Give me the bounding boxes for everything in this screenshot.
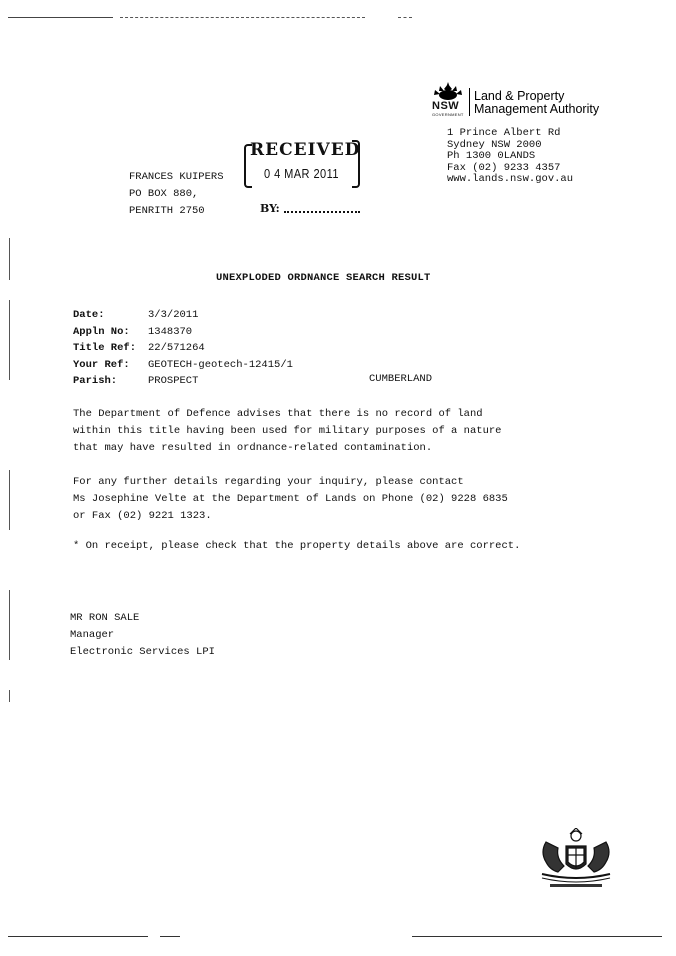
stamp-by-dotted-line (284, 211, 360, 213)
field-value: GEOTECH-geotech-12415/1 (148, 358, 293, 371)
scan-top-edge-right (398, 17, 412, 19)
coat-of-arms-icon (536, 828, 616, 890)
field-row (73, 373, 293, 390)
field-value: PROSPECT (148, 375, 199, 387)
signatory-name: MR RON SALE (70, 612, 140, 624)
search-details (73, 307, 293, 390)
signatory-department: Electronic Services LPI (70, 646, 215, 658)
field-label: Parish: (73, 375, 118, 387)
paragraph-line: or Fax (02) 9221 1323. (73, 510, 212, 522)
document-title: UNEXPLODED ORDNANCE SEARCH RESULT (216, 272, 431, 284)
scan-top-edge-left (8, 17, 113, 19)
field-row (73, 357, 293, 374)
scan-left-mark-5 (9, 690, 10, 702)
coat-of-arms-seal (536, 828, 616, 890)
field-label: Your Ref: (73, 358, 130, 371)
county-value: CUMBERLAND (369, 373, 433, 385)
field-value: 3/3/2011 (148, 309, 199, 321)
field-label: Title Ref: (73, 342, 137, 354)
nsw-wordmark: NSW (432, 100, 460, 112)
receipt-note: * On receipt, please check that the property details above are correct. (73, 540, 521, 552)
signatory-title: Manager (70, 629, 115, 641)
stamp-received-word: RECEIVED (250, 140, 361, 160)
contact-paragraph (73, 474, 508, 525)
scan-bottom-edge-left (8, 936, 148, 937)
field-row (73, 307, 293, 324)
address-line: www.lands.nsw.gov.au (447, 173, 574, 185)
signature-block (70, 610, 215, 661)
scan-bottom-edge-mid (160, 936, 180, 937)
scan-left-mark-1 (9, 238, 10, 280)
scan-left-mark-2 (9, 300, 10, 380)
paragraph-line: The Department of Defence advises that there is no record of land (73, 408, 483, 420)
recipient-line: PO BOX 880, (129, 188, 199, 200)
stamp-by-label: BY: (260, 202, 280, 215)
paragraph-line: that may have resulted in ordnance-related contamination. (73, 442, 433, 454)
recipient-address (129, 169, 224, 220)
authority-address (447, 128, 573, 186)
scan-top-edge-mid (120, 17, 365, 19)
scan-left-mark-3 (9, 470, 10, 530)
government-wordmark: GOVERNMENT (432, 112, 464, 117)
address-line: Sydney NSW 2000 (447, 138, 542, 151)
paragraph-line: Ms Josephine Velte at the Department of Lands on Phone (02) 9228 6835 (73, 493, 508, 505)
address-line: 1 Prince Albert Rd (447, 127, 561, 139)
authority-name-line1: Land & Property (474, 89, 565, 103)
nsw-logo (430, 80, 466, 116)
stamp-date: 0 4 MAR 2011 (264, 166, 339, 181)
received-stamp (244, 140, 369, 222)
address-line: Ph 1300 0LANDS (447, 150, 536, 162)
address-line: Fax (02) 9233 4357 (447, 161, 561, 174)
field-value: 1348370 (148, 325, 193, 338)
field-row (73, 324, 293, 341)
scan-bottom-edge-right (412, 936, 662, 937)
field-value: 22/571264 (148, 342, 205, 354)
field-label: Appln No: (73, 325, 130, 338)
field-row (73, 340, 293, 357)
authority-name-line2: Management Authority (474, 102, 600, 116)
recipient-line: FRANCES KUIPERS (129, 171, 224, 183)
recipient-line: PENRITH 2750 (129, 205, 205, 217)
waratah-icon (430, 80, 466, 102)
field-label: Date: (73, 309, 105, 321)
letterhead-divider (469, 88, 470, 116)
paragraph-line: For any further details regarding your inquiry, please contact (73, 476, 464, 488)
scan-left-mark-4 (9, 590, 10, 660)
defence-advice-paragraph (73, 406, 501, 457)
paragraph-line: within this title having been used for military purposes of a nature (73, 425, 502, 437)
